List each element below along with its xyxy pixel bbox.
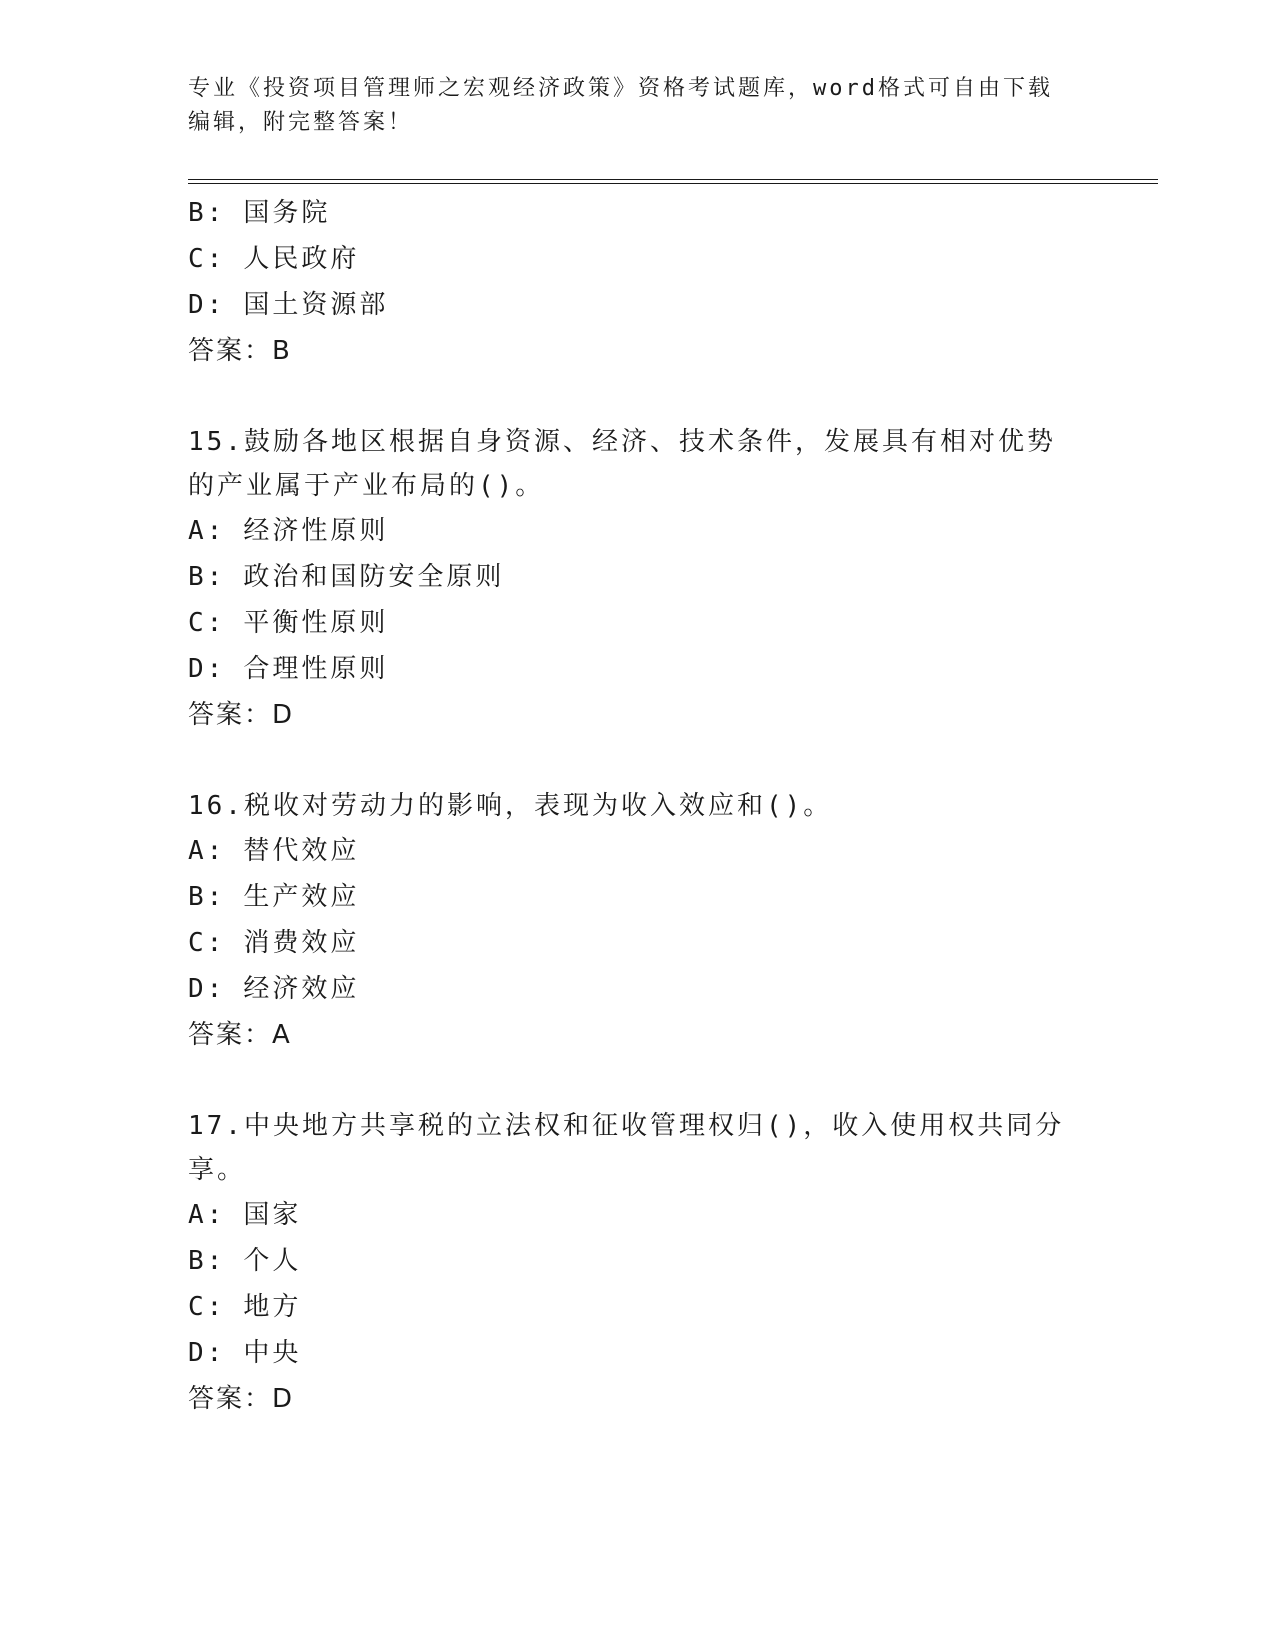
option-text: 国家: [243, 1200, 302, 1230]
option-row: [188, 508, 1088, 554]
answer-line: 答案：D: [188, 700, 295, 730]
answer-line: 答案：B: [188, 336, 292, 366]
option-label: B:: [188, 882, 226, 912]
answer-line: 答案：A: [188, 1020, 292, 1050]
question-17: [188, 1104, 1088, 1422]
option-row: [188, 600, 1088, 646]
question-16: [188, 784, 1088, 1058]
option-text: 政治和国防安全原则: [243, 562, 505, 592]
option-row: [188, 1284, 1088, 1330]
option-text: 国务院: [243, 198, 331, 228]
option-row: [188, 920, 1088, 966]
option-text: 消费效应: [243, 928, 360, 958]
question-text: 17.中央地方共享税的立法权和征收管理权归()，收入使用权共同分享。: [188, 1111, 1065, 1185]
option-row: [188, 554, 1088, 600]
option-text: 个人: [243, 1246, 302, 1276]
option-row: [188, 1330, 1088, 1376]
header-divider-bottom: [188, 183, 1158, 184]
option-label: C:: [188, 1292, 226, 1322]
question-list: [188, 190, 1088, 1422]
option-label: B:: [188, 1246, 226, 1276]
option-row: [188, 828, 1088, 874]
option-text: 经济效应: [243, 974, 360, 1004]
answer-line: 答案：D: [188, 1384, 295, 1414]
question-text: 15.鼓励各地区根据自身资源、经济、技术条件，发展具有相对优势的产业属于产业布局的()。: [188, 427, 1056, 501]
option-row: [188, 190, 1088, 236]
option-label: C:: [188, 244, 226, 274]
option-label: D:: [188, 1338, 226, 1368]
option-label: D:: [188, 654, 226, 684]
option-row: [188, 236, 1088, 282]
option-label: B:: [188, 198, 226, 228]
option-text: 平衡性原则: [243, 608, 389, 638]
option-row: [188, 646, 1088, 692]
option-text: 人民政府: [243, 244, 360, 274]
option-row: [188, 282, 1088, 328]
option-label: B:: [188, 562, 226, 592]
option-row: [188, 966, 1088, 1012]
option-label: C:: [188, 608, 226, 638]
option-label: A:: [188, 836, 226, 866]
option-text: 替代效应: [243, 836, 360, 866]
option-text: 国土资源部: [243, 290, 389, 320]
option-label: D:: [188, 974, 226, 1004]
option-text: 经济性原则: [243, 516, 389, 546]
option-row: [188, 1192, 1088, 1238]
document-header: 专业《投资项目管理师之宏观经济政策》资格考试题库，word格式可自由下载编辑，附完整答案！: [188, 76, 1053, 135]
header-divider-top: [188, 179, 1158, 180]
option-label: D:: [188, 290, 226, 320]
option-text: 生产效应: [243, 882, 360, 912]
option-text: 地方: [243, 1292, 302, 1322]
option-label: C:: [188, 928, 226, 958]
option-row: [188, 874, 1088, 920]
option-label: A:: [188, 1200, 226, 1230]
option-text: 中央: [243, 1338, 302, 1368]
previous-question-tail: [188, 190, 1088, 374]
question-text: 16.税收对劳动力的影响，表现为收入效应和()。: [188, 791, 833, 821]
option-label: A:: [188, 516, 226, 546]
question-15: [188, 420, 1088, 738]
option-text: 合理性原则: [243, 654, 389, 684]
option-row: [188, 1238, 1088, 1284]
